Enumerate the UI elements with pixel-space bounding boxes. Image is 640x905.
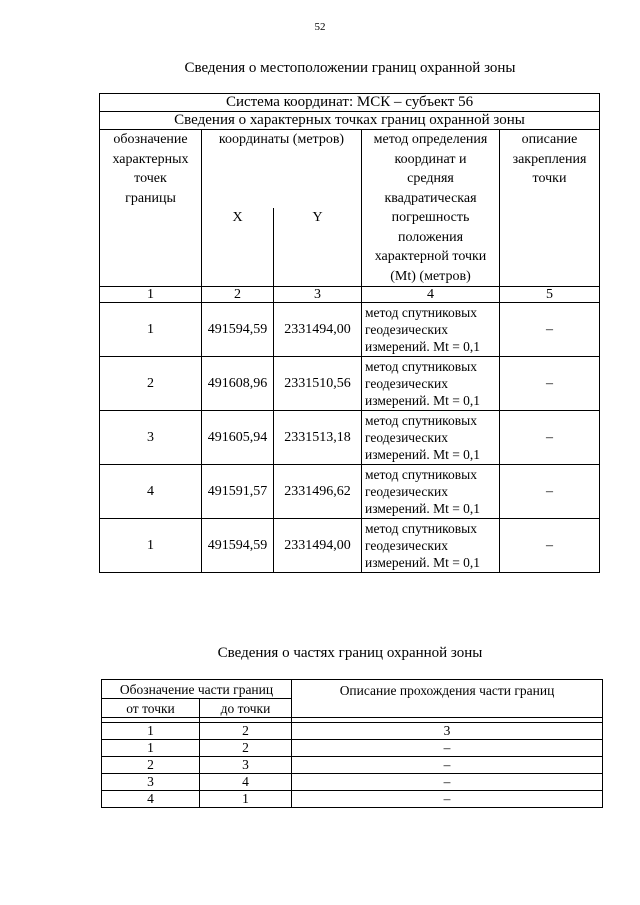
column-numbers-row bbox=[102, 723, 603, 740]
table-row bbox=[100, 411, 600, 465]
column-number: 2 bbox=[200, 723, 292, 740]
x-cell: 491608,96 bbox=[202, 357, 274, 411]
from-cell: 3 bbox=[102, 774, 200, 791]
column-number: 3 bbox=[274, 287, 362, 303]
page-number: 52 bbox=[314, 21, 326, 33]
section-title-location: Сведения о местоположении границ охранной зоны bbox=[184, 60, 516, 76]
y-cell: 2331496,62 bbox=[274, 465, 362, 519]
column-number: 3 bbox=[292, 723, 603, 740]
table-row bbox=[102, 757, 603, 774]
column-number: 1 bbox=[100, 287, 202, 303]
x-cell: 491594,59 bbox=[202, 519, 274, 573]
y-cell: 2331494,00 bbox=[274, 519, 362, 573]
coordinate-system-header: Система координат: МСК – субъект 56 bbox=[100, 94, 600, 112]
description-cell: – bbox=[292, 791, 603, 808]
table-subtitle: Сведения о характерных точках границ охранной зоны bbox=[100, 112, 600, 130]
x-cell: 491594,59 bbox=[202, 303, 274, 357]
header-point-designation: обозначение характерных точек границы bbox=[100, 130, 202, 287]
method-cell: метод спутниковых геодезических измерений. Mt = 0,1 bbox=[362, 357, 500, 411]
method-cell: метод спутниковых геодезических измерений. Mt = 0,1 bbox=[362, 303, 500, 357]
y-cell: 2331510,56 bbox=[274, 357, 362, 411]
y-cell: 2331494,00 bbox=[274, 303, 362, 357]
point-cell: 4 bbox=[100, 465, 202, 519]
section-title-parts: Сведения о частях границ охранной зоны bbox=[217, 645, 483, 661]
column-number: 1 bbox=[102, 723, 200, 740]
column-number: 4 bbox=[362, 287, 500, 303]
description-cell: – bbox=[500, 357, 600, 411]
table-row bbox=[102, 774, 603, 791]
to-cell: 1 bbox=[200, 791, 292, 808]
boundary-points-table bbox=[99, 93, 600, 573]
point-cell: 1 bbox=[100, 519, 202, 573]
from-cell: 4 bbox=[102, 791, 200, 808]
header-to-point: до точки bbox=[200, 699, 292, 718]
description-cell: – bbox=[500, 519, 600, 573]
to-cell: 2 bbox=[200, 740, 292, 757]
method-cell: метод спутниковых геодезических измерений. Mt = 0,1 bbox=[362, 411, 500, 465]
description-cell: – bbox=[500, 303, 600, 357]
description-cell: – bbox=[292, 757, 603, 774]
column-number: 2 bbox=[202, 287, 274, 303]
table-row bbox=[100, 357, 600, 411]
description-cell: – bbox=[292, 740, 603, 757]
description-cell: – bbox=[500, 411, 600, 465]
header-part-description: Описание прохождения части границ bbox=[292, 680, 603, 718]
description-cell: – bbox=[500, 465, 600, 519]
to-cell: 3 bbox=[200, 757, 292, 774]
description-cell: – bbox=[292, 774, 603, 791]
header-y: Y bbox=[274, 208, 362, 287]
table-row bbox=[100, 519, 600, 573]
header-description: описание закрепления точки bbox=[500, 130, 600, 287]
from-cell: 1 bbox=[102, 740, 200, 757]
table-row bbox=[102, 740, 603, 757]
method-cell: метод спутниковых геодезических измерений. Mt = 0,1 bbox=[362, 465, 500, 519]
table-row bbox=[102, 791, 603, 808]
point-cell: 2 bbox=[100, 357, 202, 411]
point-cell: 3 bbox=[100, 411, 202, 465]
header-coordinates: координаты (метров) bbox=[202, 130, 362, 209]
table-row bbox=[100, 303, 600, 357]
column-numbers-row bbox=[100, 287, 600, 303]
method-cell: метод спутниковых геодезических измерений. Mt = 0,1 bbox=[362, 519, 500, 573]
point-cell: 1 bbox=[100, 303, 202, 357]
header-from-point: от точки bbox=[102, 699, 200, 718]
header-x: X bbox=[202, 208, 274, 287]
header-part-designation: Обозначение части границ bbox=[102, 680, 292, 699]
to-cell: 4 bbox=[200, 774, 292, 791]
boundary-parts-table bbox=[101, 679, 603, 808]
y-cell: 2331513,18 bbox=[274, 411, 362, 465]
x-cell: 491591,57 bbox=[202, 465, 274, 519]
x-cell: 491605,94 bbox=[202, 411, 274, 465]
column-number: 5 bbox=[500, 287, 600, 303]
table-row bbox=[100, 465, 600, 519]
header-method: метод определения координат и средняя квадратическая погрешность положения характерной точки (Mt) (метров) bbox=[362, 130, 500, 287]
from-cell: 2 bbox=[102, 757, 200, 774]
